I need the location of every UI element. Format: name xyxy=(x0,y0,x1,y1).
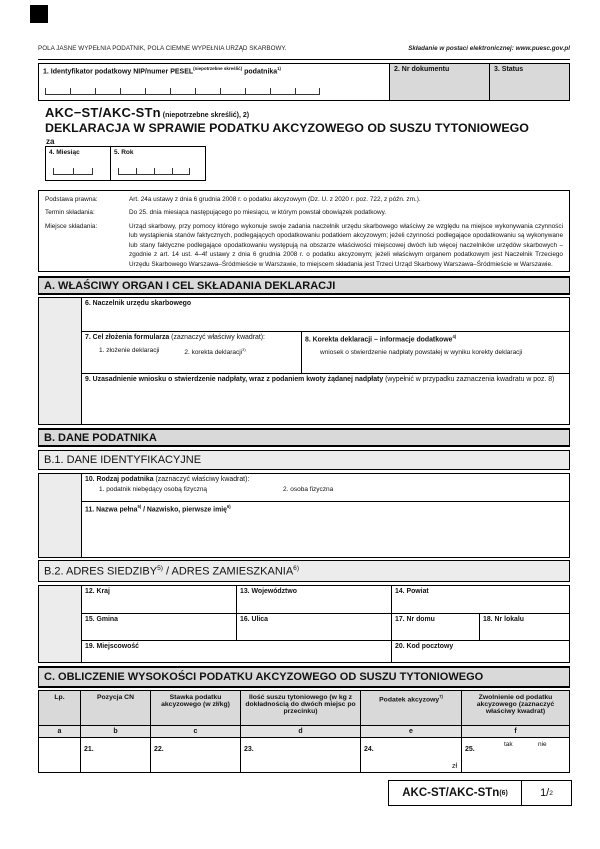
electronic-submission-text: Składanie w postaci elektronicznej: www.puesc.gov.pl xyxy=(408,45,570,52)
footer-box xyxy=(388,780,572,806)
cell-23-ilosc[interactable] xyxy=(240,738,360,772)
footer-page-number xyxy=(521,781,571,805)
section-a-body xyxy=(38,297,570,425)
cell-21-pozycja-cn[interactable] xyxy=(80,738,150,772)
field-15-gmina[interactable] xyxy=(82,614,236,640)
field-12-kraj[interactable] xyxy=(82,586,236,613)
month-field[interactable] xyxy=(45,146,111,181)
corner-mark xyxy=(30,5,48,23)
field-16-ulica[interactable] xyxy=(236,614,391,640)
letter-e: e xyxy=(360,726,461,737)
b2-title-a: B.2. ADRES SIEDZIBY xyxy=(44,565,158,578)
col-tax-header-text: Podatek akcyzowy xyxy=(379,696,440,704)
deadline-label: Termin składania: xyxy=(45,209,95,217)
document-number-label: 2. Nr dokumentu xyxy=(394,66,450,73)
place-label: Miejsce składania: xyxy=(45,222,98,230)
section-b2-body xyxy=(38,585,570,663)
section-b-header: B. DANE PODATNIKA xyxy=(38,428,570,447)
footer-code-text: AKC-ST/AKC-STn xyxy=(402,787,500,799)
col-exempt-header: Zwolnienie od podatku akcyzowego (zaznaczyć właściwy kwadrat) xyxy=(461,691,569,725)
status-label: 3. Status xyxy=(494,66,524,73)
field-11-footnote-6: 6) xyxy=(226,504,231,509)
currency-label: zł xyxy=(451,763,457,770)
field-8-label xyxy=(302,332,569,345)
field-13-wojewodztwo[interactable] xyxy=(236,586,391,613)
cell-21-number: 21. xyxy=(84,746,94,753)
field-10-rodzaj-podatnika xyxy=(82,474,569,501)
field-9-uzasadnienie[interactable] xyxy=(82,373,569,424)
option-korekta-footnote: 3) xyxy=(242,347,246,352)
field-11-label-a: 11. Nazwa pełna xyxy=(85,506,138,514)
section-b2-title xyxy=(44,565,299,578)
cell-23-number: 23. xyxy=(244,746,254,753)
letter-f: f xyxy=(461,726,569,737)
page-number-text: 1/ xyxy=(540,787,550,799)
field-17-nr-domu[interactable] xyxy=(391,614,479,640)
field-19-label: 19. Miejscowość xyxy=(85,643,140,650)
option-wniosek-nadplata[interactable]: wniosek o stwierdzenie nadpłaty powstałej w wyniku korekty deklaracji xyxy=(320,349,523,357)
option-tak[interactable]: tak xyxy=(504,741,513,748)
col-tax-footnote: 7) xyxy=(439,694,443,699)
section-b1-body xyxy=(38,473,570,558)
field-6-label: 6. Naczelnik urzędu skarbowego xyxy=(85,300,192,307)
table-letter-row xyxy=(39,725,569,738)
section-c-header: C. OBLICZENIE WYSOKOŚCI PODATKU AKCYZOWEGO OD SUSZU TYTONIOWEGO xyxy=(38,666,570,688)
table-data-row xyxy=(39,738,569,772)
cell-25-zwolnienie xyxy=(461,738,569,772)
col-qty-header: Ilość suszu tytoniowego (w kg z dokładnością do dwóch miejsc po przecinku) xyxy=(240,691,360,725)
field-8-korekta-info xyxy=(301,332,569,373)
field-14-label: 14. Powiat xyxy=(395,588,429,595)
place-text: Urząd skarbowy, przy pomocy którego wykonuje swoje zadania naczelnik urzędu skarbowego właściwy ze względu na miejsce wykonywania czynności lub wystąpienia stanów faktycznych, podlegających opodatkowaniu podatkiem akcyzowym; jeżeli czynności podlegające opodatkowaniu są wykonywane lub stany faktyczne podlegające opodatkowaniu występują na obszarze właściwości miejscowej dwóch lub więcej naczelników urzędów skarbowych – zgodnie z art. 14 ust. 4–4f ustawy z dnia 6 grudnia 2008 r. o podatku akcyzowym; jeżeli właściwym organem podatkowym jest Naczelnik Trzeciego Urzędu Skarbowego Warszawa–Śródmieście w Warszawie, to miejscem składania jest Trzeci Urząd Skarbowy Warszawa–Śródmieście w Warszawie. xyxy=(129,222,563,268)
legal-basis-label: Podstawa prawna: xyxy=(45,196,98,203)
section-a-header: A. WŁAŚCIWY ORGAN I CEL SKŁADANIA DEKLARACJI xyxy=(38,276,570,295)
field-9-label xyxy=(82,374,569,385)
field-7-cel-zlozenia xyxy=(82,332,301,373)
field-13-label: 13. Województwo xyxy=(240,588,297,595)
cell-22-number: 22. xyxy=(154,746,164,753)
form-code-note: (niepotrzebne skreślić), 2) xyxy=(160,112,250,119)
field-7-label xyxy=(82,332,301,343)
b2-title-b: / ADRES ZAMIESZKANIA xyxy=(162,565,294,578)
letter-b: b xyxy=(80,726,150,737)
legal-basis-text: Art. 24a ustawy z dnia 6 grudnia 2008 r. o podatku akcyzowym (Dz. U. z 2020 r. poz. 722, z późn. zm.). xyxy=(129,196,421,203)
field-11-footnote-5: 5) xyxy=(137,504,142,509)
document-number-field xyxy=(389,64,489,100)
col-lp-header: Lp. xyxy=(54,694,65,701)
field-12-label: 12. Kraj xyxy=(85,588,110,595)
top-instruction-row xyxy=(38,45,570,52)
field-10-label-bold: 10. Rodzaj podatnika xyxy=(85,476,154,483)
b2-footnote-6: 6) xyxy=(293,564,300,572)
period-prefix: za xyxy=(46,137,55,146)
tax-calculation-table xyxy=(38,690,570,773)
field-11-label xyxy=(82,502,569,515)
form-code-title xyxy=(45,105,249,120)
field-6-naczelnik[interactable] xyxy=(82,298,569,331)
page-number-sub: 2 xyxy=(549,789,553,797)
field-18-label: 18. Nr lokalu xyxy=(483,616,524,623)
field-8-label-bold: 8. Korekta deklaracji – informacje dodatkowe xyxy=(305,336,453,344)
option-podatnik-niefizyczny[interactable]: 1. podatnik niebędący osobą fizyczną xyxy=(99,486,208,493)
field-16-label: 16. Ulica xyxy=(240,616,268,623)
b2-footnote-5: 5) xyxy=(157,564,163,572)
col-tax-header xyxy=(360,691,461,725)
year-field[interactable] xyxy=(110,146,206,181)
letter-a: a xyxy=(57,728,62,735)
footer-form-code xyxy=(389,781,521,805)
cell-22-stawka[interactable] xyxy=(150,738,240,772)
nip-pesel-field[interactable] xyxy=(39,64,389,100)
letter-d: d xyxy=(240,726,360,737)
nip-pesel-footnote: 1) xyxy=(277,66,281,71)
field-9-label-note: (wypełnić w przypadku zaznaczenia kwadratu w poz. 8) xyxy=(383,376,555,383)
field-9-label-bold: 9. Uzasadnienie wniosku o stwierdzenie nadpłaty, wraz z podaniem kwoty żądanej nadpłaty xyxy=(85,376,384,383)
year-digit-comb[interactable] xyxy=(118,168,190,175)
header-rule xyxy=(38,59,570,60)
legal-info-box xyxy=(38,190,570,272)
nip-pesel-label: 1. Identyfikator podatkowy NIP/numer PESEL xyxy=(43,68,194,76)
field-11-label-b: / Nazwisko, pierwsze imię xyxy=(141,506,227,514)
field-18-nr-lokalu[interactable] xyxy=(479,614,569,640)
field-20-kod-pocztowy[interactable] xyxy=(391,641,569,662)
section-b2-header xyxy=(38,560,570,582)
form-main-title: DEKLARACJA W SPRAWIE PODATKU AKCYZOWEGO OD SUSZU TYTONIOWEGO xyxy=(45,121,529,135)
cell-24-number: 24. xyxy=(364,746,374,753)
form-code: AKC−ST/AKC-STn xyxy=(45,105,161,120)
status-field xyxy=(489,64,569,100)
letter-c: c xyxy=(150,726,240,737)
nip-pesel-label-sup: (niepotrzebne skreślić) xyxy=(193,66,243,71)
field-7-label-bold: 7. Cel złożenia formularza xyxy=(85,334,170,341)
col-cn-header: Pozycja CN xyxy=(80,691,150,725)
option-korekta-deklaracji[interactable] xyxy=(184,347,245,356)
fill-instruction-text: POLA JASNE WYPEŁNIA PODATNIK, POLA CIEMNE WYPEŁNIA URZĄD SKARBOWY. xyxy=(38,45,287,52)
field-17-label: 17. Nr domu xyxy=(395,616,435,623)
field-20-label: 20. Kod pocztowy xyxy=(395,643,454,650)
option-nie[interactable]: nie xyxy=(538,741,547,748)
month-digit-comb[interactable] xyxy=(53,168,93,175)
col-rate-header: Stawka podatku akcyzowego (w zł/kg) xyxy=(150,691,240,725)
field-11-nazwa-pelna[interactable] xyxy=(82,501,569,557)
field-19-miejscowosc[interactable] xyxy=(82,641,391,662)
nip-pesel-digit-comb[interactable] xyxy=(45,88,320,95)
field-10-label xyxy=(82,474,569,485)
table-header-row xyxy=(39,691,569,725)
cell-25-number: 25. xyxy=(465,746,475,753)
section-b1-header: B.1. DANE IDENTYFIKACYJNE xyxy=(38,450,570,470)
footer-code-version: (6) xyxy=(499,789,508,797)
option-osoba-fizyczna[interactable]: 2. osoba fizyczna xyxy=(283,486,334,493)
nip-pesel-label-tail: podatnika xyxy=(242,68,278,76)
year-label: 5. Rok xyxy=(114,149,134,156)
field-8-footnote: 4) xyxy=(452,334,457,339)
deadline-text: Do 25. dnia miesiąca następującego po miesiącu, w którym powstał obowiązek podatkowy. xyxy=(129,209,387,217)
cell-lp xyxy=(39,738,80,772)
field-10-label-note: (zaznaczyć właściwy kwadrat): xyxy=(153,476,250,483)
field-15-label: 15. Gmina xyxy=(85,616,118,623)
option-zlozenie-deklaracji[interactable]: 1. złożenie deklaracji xyxy=(99,347,160,354)
identification-row xyxy=(38,63,570,101)
field-7-label-note: (zaznaczyć właściwy kwadrat): xyxy=(169,334,265,341)
month-label: 4. Miesiąc xyxy=(49,149,80,156)
field-14-powiat[interactable] xyxy=(391,586,569,613)
cell-24-podatek[interactable] xyxy=(360,738,461,772)
option-korekta-text: 2. korekta deklaracji xyxy=(184,349,243,357)
